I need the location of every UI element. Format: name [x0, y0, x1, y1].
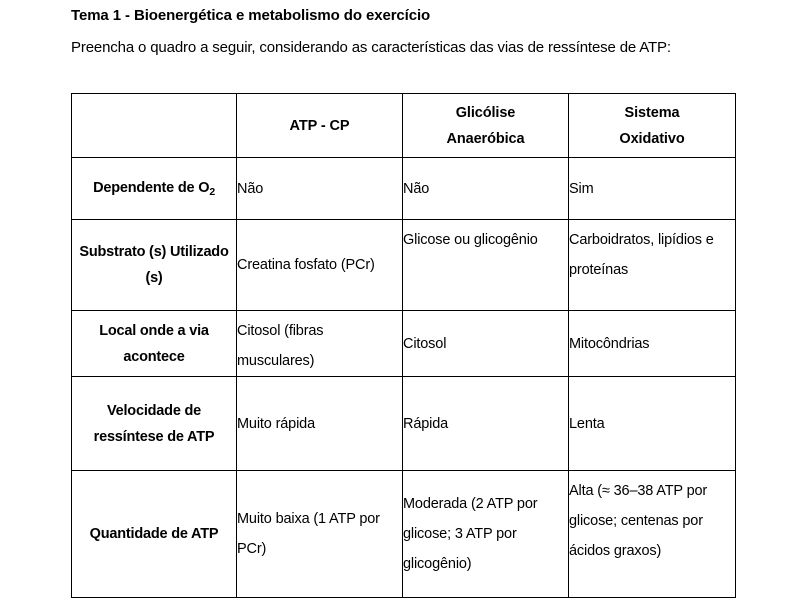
row-label-dependente-o2: [72, 158, 237, 220]
row-label-local-via: Local onde a via acontece: [72, 311, 237, 377]
cell-sistema-oxidativo: Sim: [569, 158, 736, 220]
cell-glicolise-anaerobica: Não: [403, 158, 569, 220]
table-row: [72, 220, 736, 311]
table-header-row: [72, 94, 736, 158]
row-label-quantidade-atp: Quantidade de ATP: [72, 471, 237, 598]
energy-systems-table: [71, 93, 736, 598]
cell-glicolise-anaerobica: Moderada (2 ATP por glicose; 3 ATP por glicogênio): [403, 471, 569, 598]
cell-glicolise-anaerobica: Rápida: [403, 377, 569, 471]
header-cell-blank: [72, 94, 237, 158]
header-cell-atp-cp: ATP - CP: [237, 94, 403, 158]
cell-atp-cp: Não: [237, 158, 403, 220]
row-label-substrato-utilizado: Substrato (s) Utilizado (s): [72, 220, 237, 311]
cell-atp-cp: Muito rápida: [237, 377, 403, 471]
table-row: [72, 158, 736, 220]
cell-atp-cp: Muito baixa (1 ATP por PCr): [237, 471, 403, 598]
row-label-velocidade-ressintese: Velocidade de ressíntese de ATP: [72, 377, 237, 471]
table-row: [72, 471, 736, 598]
header-cell-sistema-oxidativo: [569, 94, 736, 158]
cell-sistema-oxidativo: Lenta: [569, 377, 736, 471]
cell-atp-cp: Creatina fosfato (PCr): [237, 220, 403, 311]
cell-glicolise-anaerobica: Citosol: [403, 311, 569, 377]
header-line-2: Anaeróbica: [446, 130, 525, 147]
table-row: [72, 377, 736, 471]
header-line-2: Oxidativo: [619, 130, 685, 147]
header-line-1: Sistema: [624, 104, 680, 121]
cell-sistema-oxidativo: Alta (≈ 36–38 ATP por glicose; centenas por ácidos graxos): [569, 471, 736, 598]
table-row: [72, 311, 736, 377]
subscript-2: 2: [209, 186, 215, 198]
cell-atp-cp: Citosol (fibras musculares): [237, 311, 403, 377]
cell-glicolise-anaerobica: Glicose ou glicogênio: [403, 220, 569, 311]
cell-sistema-oxidativo: Carboidratos, lipídios e proteínas: [569, 220, 736, 311]
row-label-text: Dependente de $O_2$: [93, 179, 215, 198]
page-title: Tema 1 - Bioenergética e metabolismo do exercício: [71, 7, 431, 24]
header-line-1: Glicólise: [455, 104, 516, 121]
header-cell-glicolise-anaerobica: [403, 94, 569, 158]
instruction-text: Preencha o quadro a seguir, considerando as características das vias de ressíntese de ATP:: [71, 39, 671, 56]
cell-sistema-oxidativo: Mitocôndrias: [569, 311, 736, 377]
